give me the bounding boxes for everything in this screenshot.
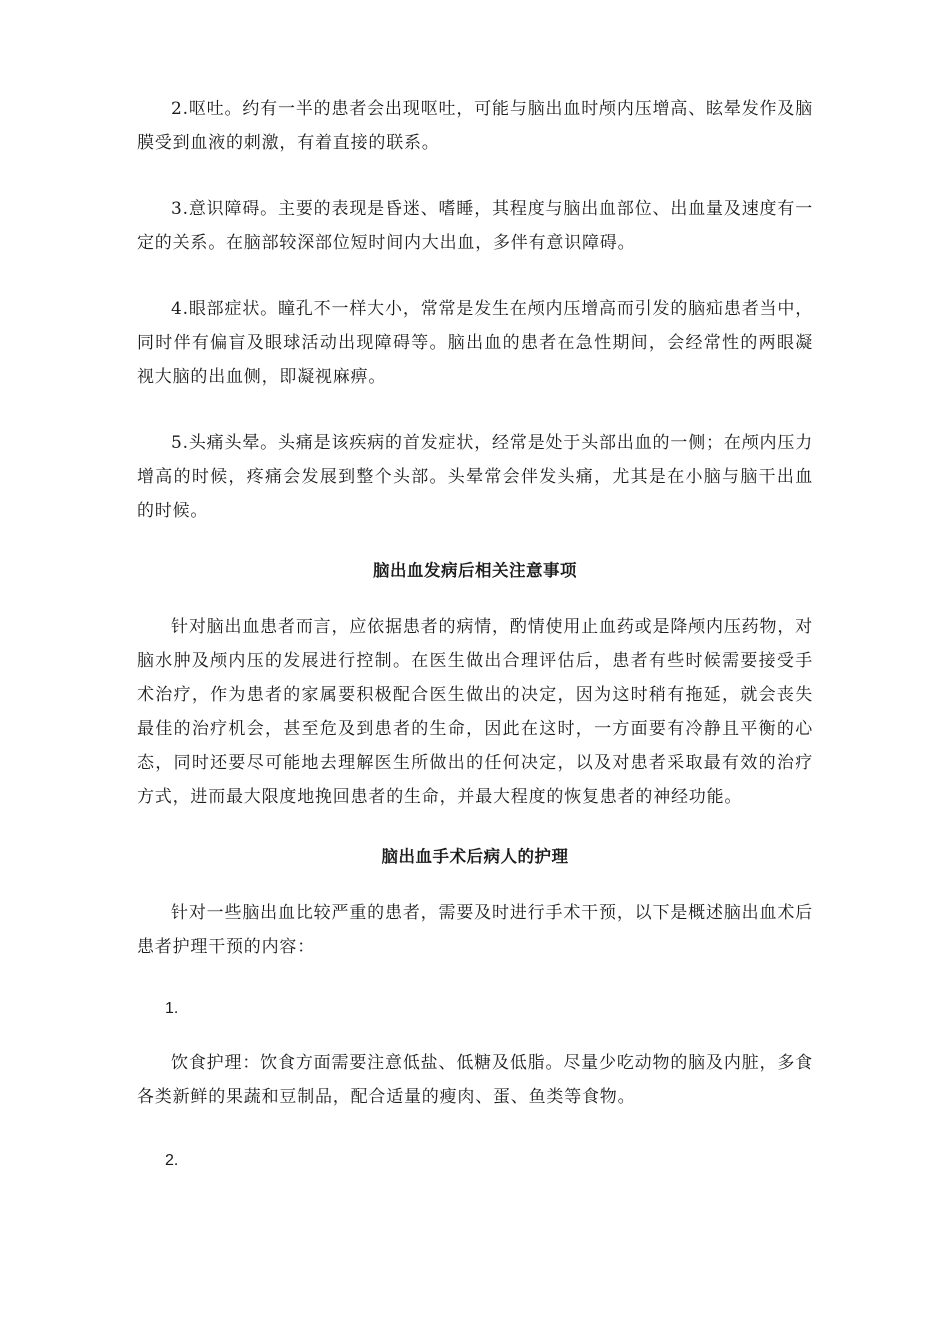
paragraph-vomiting: 2.呕吐。约有一半的患者会出现呕吐，可能与脑出血时颅内压增高、眩晕发作及脑膜受到血液的刺激，有着直接的联系。 (137, 99, 813, 153)
paragraph-eye-symptoms: 4.眼部症状。瞳孔不一样大小，常常是发生在颅内压增高而引发的脑疝患者当中，同时伴有偏盲及眼球活动出现障碍等。脑出血的患者在急性期间，会经常性的两眼凝视大脑的出血侧，即凝视麻痹。 (137, 299, 813, 387)
paragraph-diet-care: 饮食护理：饮食方面需要注意低盐、低糖及低脂。尽量少吃动物的脑及内脏，多食各类新鲜的果蔬和豆制品，配合适量的瘦肉、蛋、鱼类等食物。 (137, 1053, 813, 1107)
list-number-1: 1. (165, 1000, 179, 1017)
paragraph-precautions: 针对脑出血患者而言，应依据患者的病情，酌情使用止血药或是降颅内压药物，对脑水肿及颅内压的发展进行控制。在医生做出合理评估后，患者有些时候需要接受手术治疗，作为患者的家属要积极配合医生做出的决定，因为这时稍有拖延，就会丧失最佳的治疗机会，甚至危及到患者的生命，因此在这时，一方面要有冷静且平衡的心态，同时还要尽可能地去理解医生所做出的任何决定，以及对患者采取最有效的治疗方式，进而最大限度地挽回患者的生命，并最大程度的恢复患者的神经功能。 (137, 617, 813, 807)
section-heading-precautions: 脑出血发病后相关注意事项 (373, 561, 577, 580)
paragraph-headache: 5.头痛头晕。头痛是该疾病的首发症状，经常是处于头部出血的一侧；在颅内压力增高的时候，疼痛会发展到整个头部。头晕常会伴发头痛，尤其是在小脑与脑干出血的时候。 (137, 433, 813, 521)
paragraph-postop-intro: 针对一些脑出血比较严重的患者，需要及时进行手术干预，以下是概述脑出血术后患者护理干预的内容： (137, 903, 813, 957)
list-number-2: 2. (165, 1152, 179, 1169)
section-heading-postop-care: 脑出血手术后病人的护理 (381, 847, 569, 866)
document-page (137, 92, 813, 1178)
paragraph-consciousness: 3.意识障碍。主要的表现是昏迷、嗜睡，其程度与脑出血部位、出血量及速度有一定的关系。在脑部较深部位短时间内大出血，多伴有意识障碍。 (137, 199, 813, 253)
